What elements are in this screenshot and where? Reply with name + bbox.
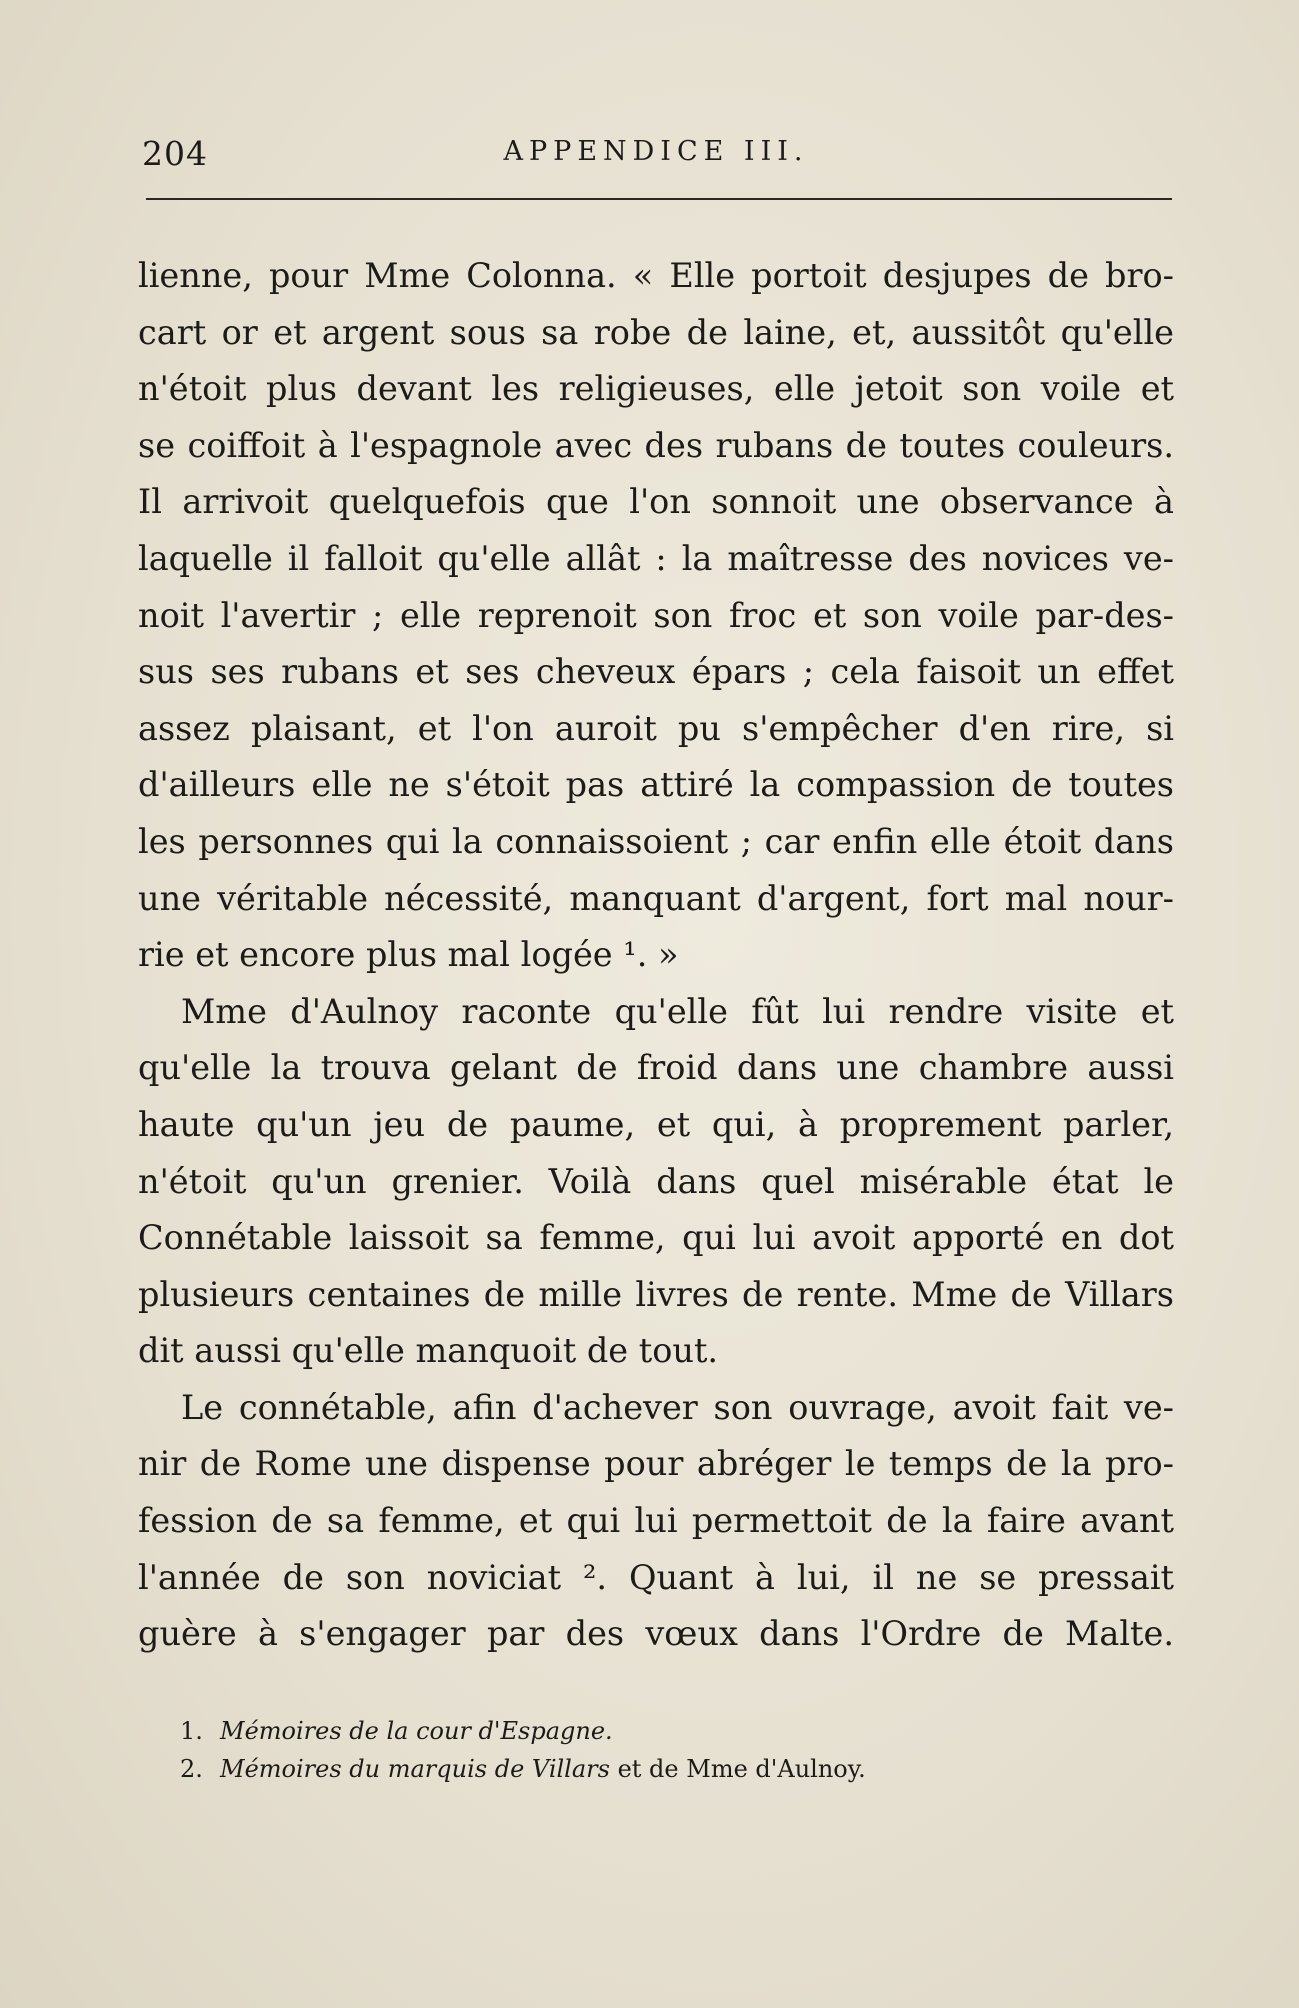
text-line: l'année de son noviciat ². Quant à lui, il ne se pressait: [138, 1557, 1174, 1597]
text-line: Il arrivoit quelquefois que l'on sonnoit une observance à: [138, 482, 1174, 522]
footnote-title: Mémoires du marquis de Villars: [220, 1755, 610, 1783]
text-line: assez plaisant, et l'on auroit pu s'empêcher d'en rire, si: [138, 708, 1174, 748]
footnotes: [180, 1712, 1080, 1788]
text-line: cart or et argent sous sa robe de laine, et, aussitôt qu'elle: [138, 312, 1174, 352]
text-line: plusieurs centaines de mille livres de rente. Mme de Villars: [138, 1274, 1174, 1314]
text-line: d'ailleurs elle ne s'étoit pas attiré la compassion de toutes: [138, 765, 1174, 805]
text-line: rie et encore plus mal logée ¹. »: [138, 935, 679, 975]
running-head: [140, 128, 1172, 172]
running-title: APPENDICE III.: [503, 136, 809, 167]
footnote: [180, 1712, 1080, 1750]
text-line: une véritable nécessité, manquant d'argent, fort mal nour-: [138, 878, 1174, 918]
body-text: [138, 248, 1174, 1663]
header-rule: [146, 198, 1172, 200]
text-line: sus ses rubans et ses cheveux épars ; cela faisoit un effet: [138, 652, 1174, 692]
text-line: noit l'avertir ; elle reprenoit son froc et son voile par-des-: [138, 595, 1174, 635]
text-line: guère à s'engager par des vœux dans l'Ordre de Malte.: [138, 1614, 1174, 1654]
footnote-title: Mémoires de la cour d'Espagne.: [220, 1717, 613, 1745]
text-line: Mme d'Aulnoy raconte qu'elle fût lui rendre visite et: [181, 991, 1174, 1031]
text-line: laquelle il falloit qu'elle allât : la maîtresse des novices ve-: [138, 538, 1174, 578]
footnote-number: 1.: [180, 1717, 203, 1745]
text-line: Connétable laissoit sa femme, qui lui avoit apporté en dot: [138, 1218, 1174, 1258]
text-line: dit aussi qu'elle manquoit de tout.: [138, 1331, 719, 1371]
page-number: 204: [142, 134, 208, 173]
text-line: qu'elle la trouva gelant de froid dans une chambre aussi: [138, 1048, 1174, 1088]
text-line: haute qu'un jeu de paume, et qui, à proprement parler,: [138, 1104, 1174, 1144]
text-line: n'étoit plus devant les religieuses, elle jetoit son voile et: [138, 369, 1174, 409]
text-line: n'étoit qu'un grenier. Voilà dans quel misérable état le: [138, 1161, 1174, 1201]
text-line: nir de Rome une dispense pour abréger le temps de la pro-: [138, 1444, 1174, 1484]
footnote: [180, 1750, 1080, 1788]
footnote-rest: et de Mme d'Aulnoy.: [609, 1755, 866, 1783]
text-line: les personnes qui la connaissoient ; car enfin elle étoit dans: [138, 821, 1174, 861]
text-line: lienne, pour Mme Colonna. « Elle portoit desjupes de bro-: [138, 256, 1174, 295]
footnote-number: 2.: [180, 1755, 203, 1783]
text-line: fession de sa femme, et qui lui permettoit de la faire avant: [138, 1501, 1174, 1541]
text-line: se coiffoit à l'espagnole avec des rubans de toutes couleurs.: [138, 425, 1174, 465]
text-line: Le connétable, afin d'achever son ouvrage, avoit fait ve-: [181, 1387, 1174, 1427]
